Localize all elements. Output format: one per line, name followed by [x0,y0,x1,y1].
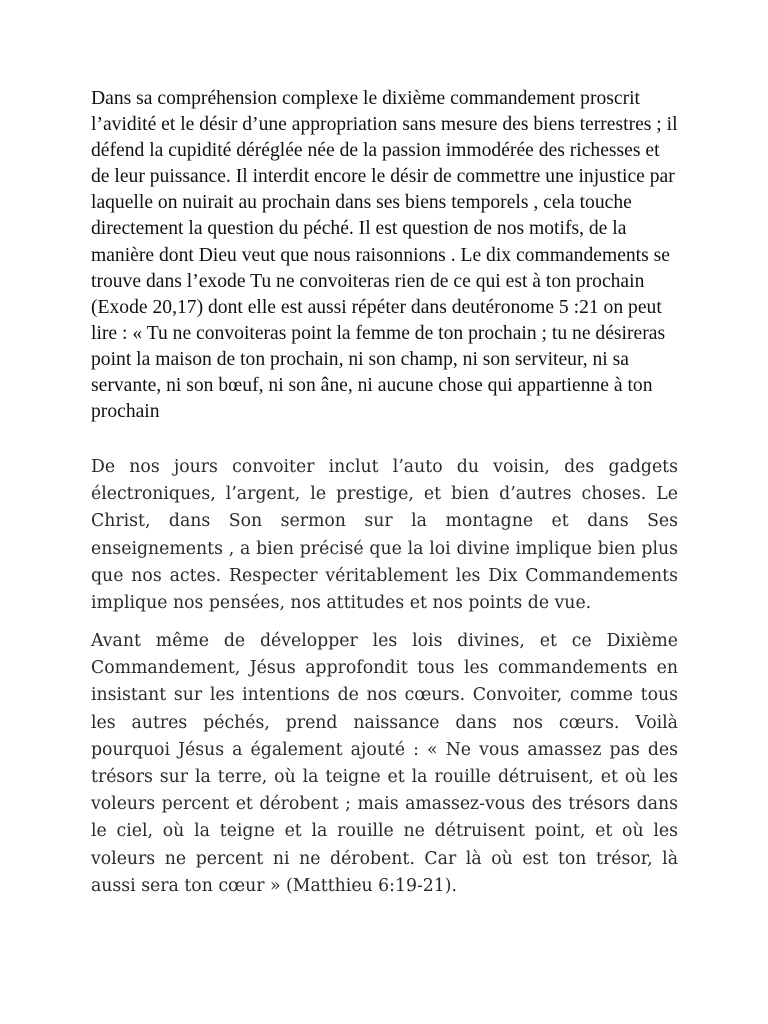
paragraph-jesus-teaching: Avant même de développer les lois divines, et ce Dixième Commandement, Jésus approfondit tous les commandements en insistant sur les intentions de nos cœurs. Convoiter, comme tous les autres péchés, prend naissance dans nos cœurs. Voilà pourquoi Jésus a également ajouté : « Ne vous amassez pas des trésors sur la terre, où la teigne et la rouille détruisent, et où les voleurs percent et dérobent ; mais amassez-vous des trésors dans le ciel, où la teigne et la rouille ne détruisent point, et où les voleurs ne percent ni ne dérobent. Car là où est ton trésor, là aussi sera ton cœur » (Matthieu 6:19-21). [91,631,678,896]
paragraph-tenth-commandment: Dans sa compréhension complexe le dixième commandement proscrit l’avidité et le désir d’une appropriation sans mesure des biens terrestres ; il défend la cupidité déréglée née de la passion immodérée des richesses et de leur puissance. Il interdit encore le désir de commettre une injustice par laquelle on nuirait au prochain dans ses biens temporels , cela touche directement la question du péché. Il est question de nos motifs, de la manière dont Dieu veut que nous raisonnions . Le dix commandements se trouve dans l’exode Tu ne convoiteras rien de ce qui est à ton prochain (Exode 20,17) dont elle est aussi répéter dans deutéronome 5 :21 on peut lire : « Tu ne convoiteras point la femme de ton prochain ; tu ne désireras point la maison de ton prochain, ni son champ, ni son serviteur, ni sa servante, ni son bœuf, ni son âne, ni aucune chose qui appartienne à ton prochain [91,88,678,423]
paragraph-coveting-today: De nos jours convoiter inclut l’auto du voisin, des gadgets électroniques, l’argent, le prestige, et bien d’autres choses. Le Christ, dans Son sermon sur la montagne et dans Ses enseignements , a bien précisé que la loi divine implique bien plus que nos actes. Respecter véritablement les Dix Commandements implique nos pensées, nos attitudes et nos points de vue. [91,457,678,614]
